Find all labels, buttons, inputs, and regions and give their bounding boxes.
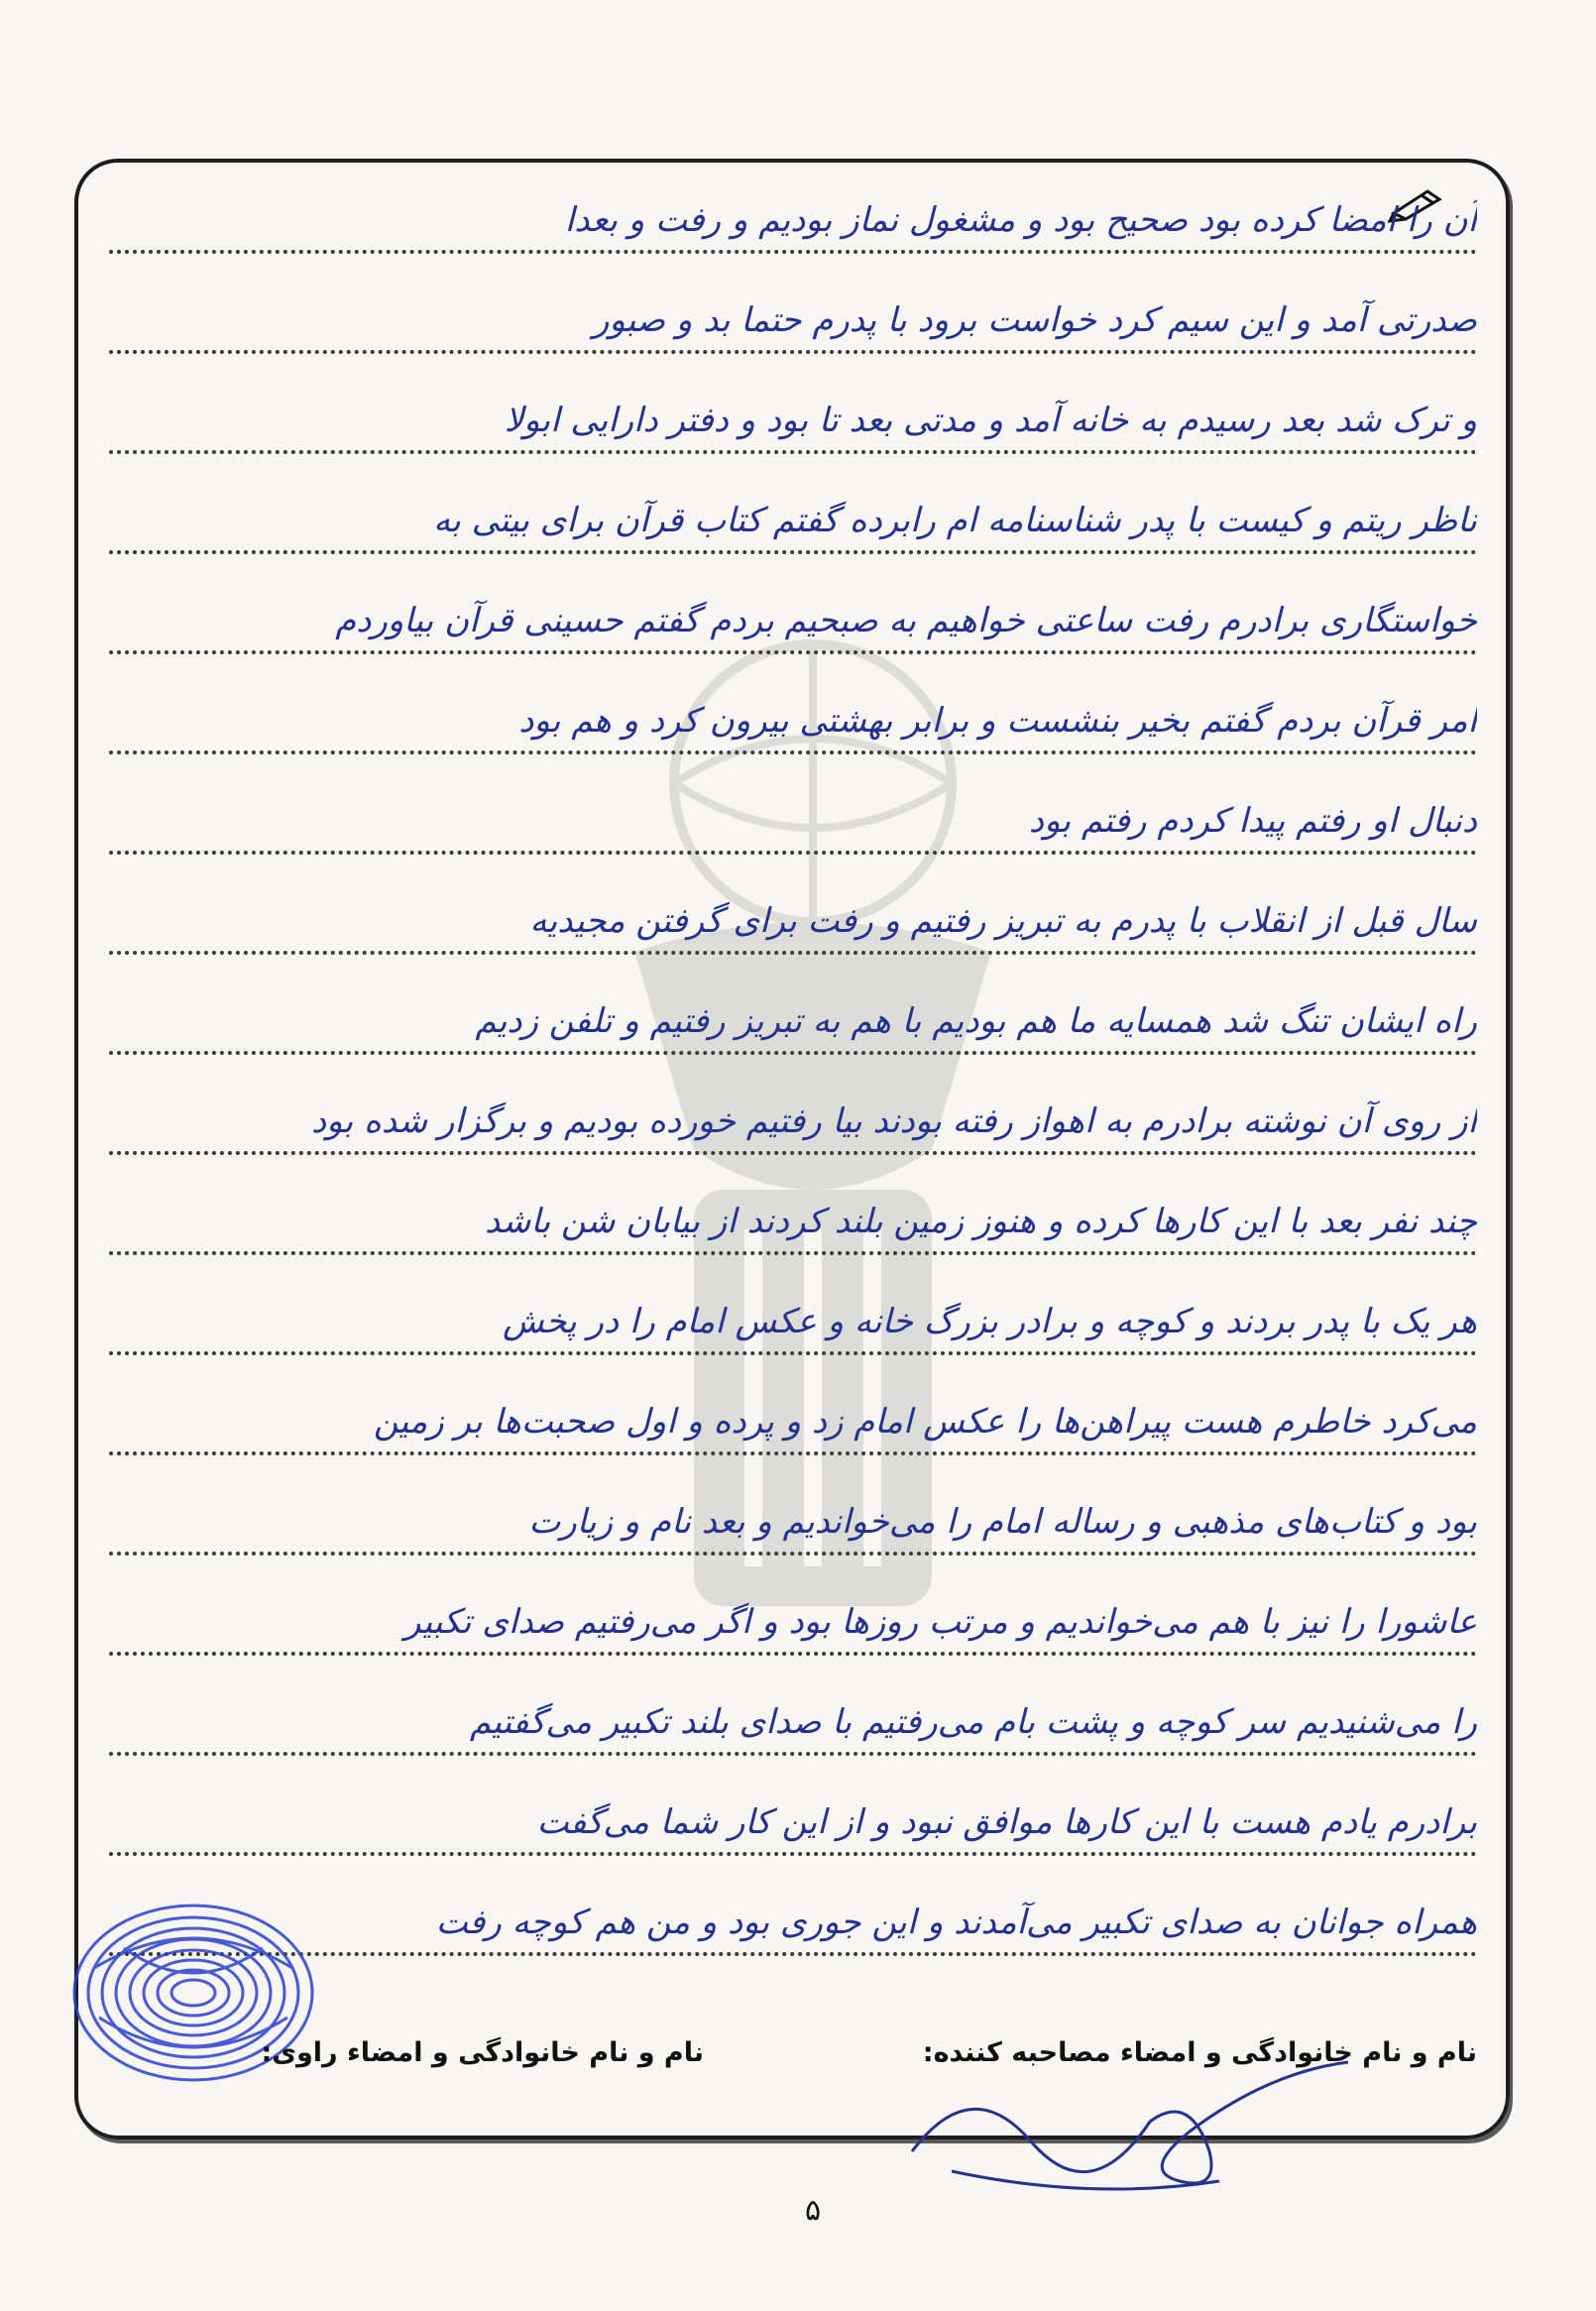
ruled-line xyxy=(109,1351,1477,1355)
ruled-line xyxy=(109,250,1477,254)
interviewer-signature xyxy=(892,2032,1368,2201)
handwritten-line: را می‌شنیدیم سر کوچه و پشت بام می‌رفتیم با صدای بلند تکبیر می‌گفتیم xyxy=(469,1702,1477,1742)
handwritten-line: امر قرآن بردم گفتم بخیر بنشست و برابر بهشتی بیرون کرد و هم بود xyxy=(518,701,1477,741)
ruled-line xyxy=(109,1451,1477,1455)
ruled-line xyxy=(109,650,1477,654)
ruled-line xyxy=(109,550,1477,554)
handwritten-line: صدرتی آمد و این سیم کرد خواست برود با پدرم حتما بد و صبور xyxy=(592,300,1477,340)
handwritten-line: چند نفر بعد با این کارها کرده و هنوز زمین بلند کردند از بیابان شن باشد xyxy=(485,1202,1477,1241)
handwritten-line: ناظر ریتم و کیست با پدر شناسنامه ام رابرده گفتم کتاب قرآن برای بیتی به xyxy=(433,501,1477,540)
ruled-line xyxy=(109,350,1477,354)
ruled-line xyxy=(109,1652,1477,1656)
handwritten-line: دنبال او رفتم پیدا کردم رفتم بود xyxy=(1028,801,1477,841)
handwritten-line: آن را امضا کرده بود صحیح بود و مشغول نماز بودیم و رفت و بعدا xyxy=(564,200,1477,240)
ruled-line xyxy=(109,1552,1477,1556)
handwritten-line: و ترک شد بعد رسیدم به خانه آمد و مدتی بعد تا بود و دفتر دارایی ابولا xyxy=(504,401,1477,440)
ruled-line xyxy=(109,1051,1477,1055)
ruled-line xyxy=(109,1852,1477,1856)
ruled-line xyxy=(109,951,1477,955)
handwritten-body xyxy=(109,178,1477,2013)
ruled-line xyxy=(109,1752,1477,1756)
ruled-line xyxy=(109,851,1477,855)
handwritten-line: می‌کرد خاطرم هست پیراهن‌ها را عکس امام زد و پرده و اول صحبت‌ها بر زمین xyxy=(373,1402,1477,1442)
ruled-line xyxy=(109,450,1477,454)
ruled-line xyxy=(109,1151,1477,1155)
ruled-line xyxy=(109,1251,1477,1255)
handwritten-line: از روی آن نوشته برادرم به اهواز رفته بودند بیا رفتیم خورده بودیم و برگزار شده بود xyxy=(311,1101,1477,1141)
narrator-signature-label: نام و نام خانوادگی و امضاء راوی: xyxy=(261,2037,704,2068)
handwritten-line: برادرم یادم هست با این کارها موافق نبود و از این کار شما می‌گفت xyxy=(536,1802,1477,1842)
page-number: ۵ xyxy=(804,2193,822,2228)
handwritten-line: سال قبل از انقلاب با پدرم به تبریز رفتیم و رفت برای گرفتن مجیدیه xyxy=(529,901,1477,941)
handwritten-line: خواستگاری برادرم رفت ساعتی خواهیم به صبحیم بردم گفتم حسینی قرآن بیاوردم xyxy=(335,601,1477,640)
handwritten-line: هر یک با پدر بردند و کوچه و برادر بزرگ خانه و عکس امام را در پخش xyxy=(502,1302,1477,1341)
handwritten-line: عاشورا را نیز با هم می‌خواندیم و مرتب روزها بود و اگر می‌رفتیم صدای تکبیر xyxy=(403,1602,1477,1642)
ruled-line xyxy=(109,751,1477,754)
handwritten-line: همراه جوانان به صدای تکبیر می‌آمدند و این جوری بود و من هم کوچه رفت xyxy=(435,1903,1477,1942)
handwritten-line: راه ایشان تنگ شد همسایه ما هم بودیم با هم به تبریز رفتیم و تلفن زدیم xyxy=(475,1001,1477,1041)
interviewer-signature-label: نام و نام خانوادگی و امضاء مصاحبه کننده: xyxy=(922,2037,1477,2068)
handwritten-line: بود و کتاب‌های مذهبی و رساله امام را می‌خواندیم و بعد نام و زیارت xyxy=(528,1502,1477,1542)
